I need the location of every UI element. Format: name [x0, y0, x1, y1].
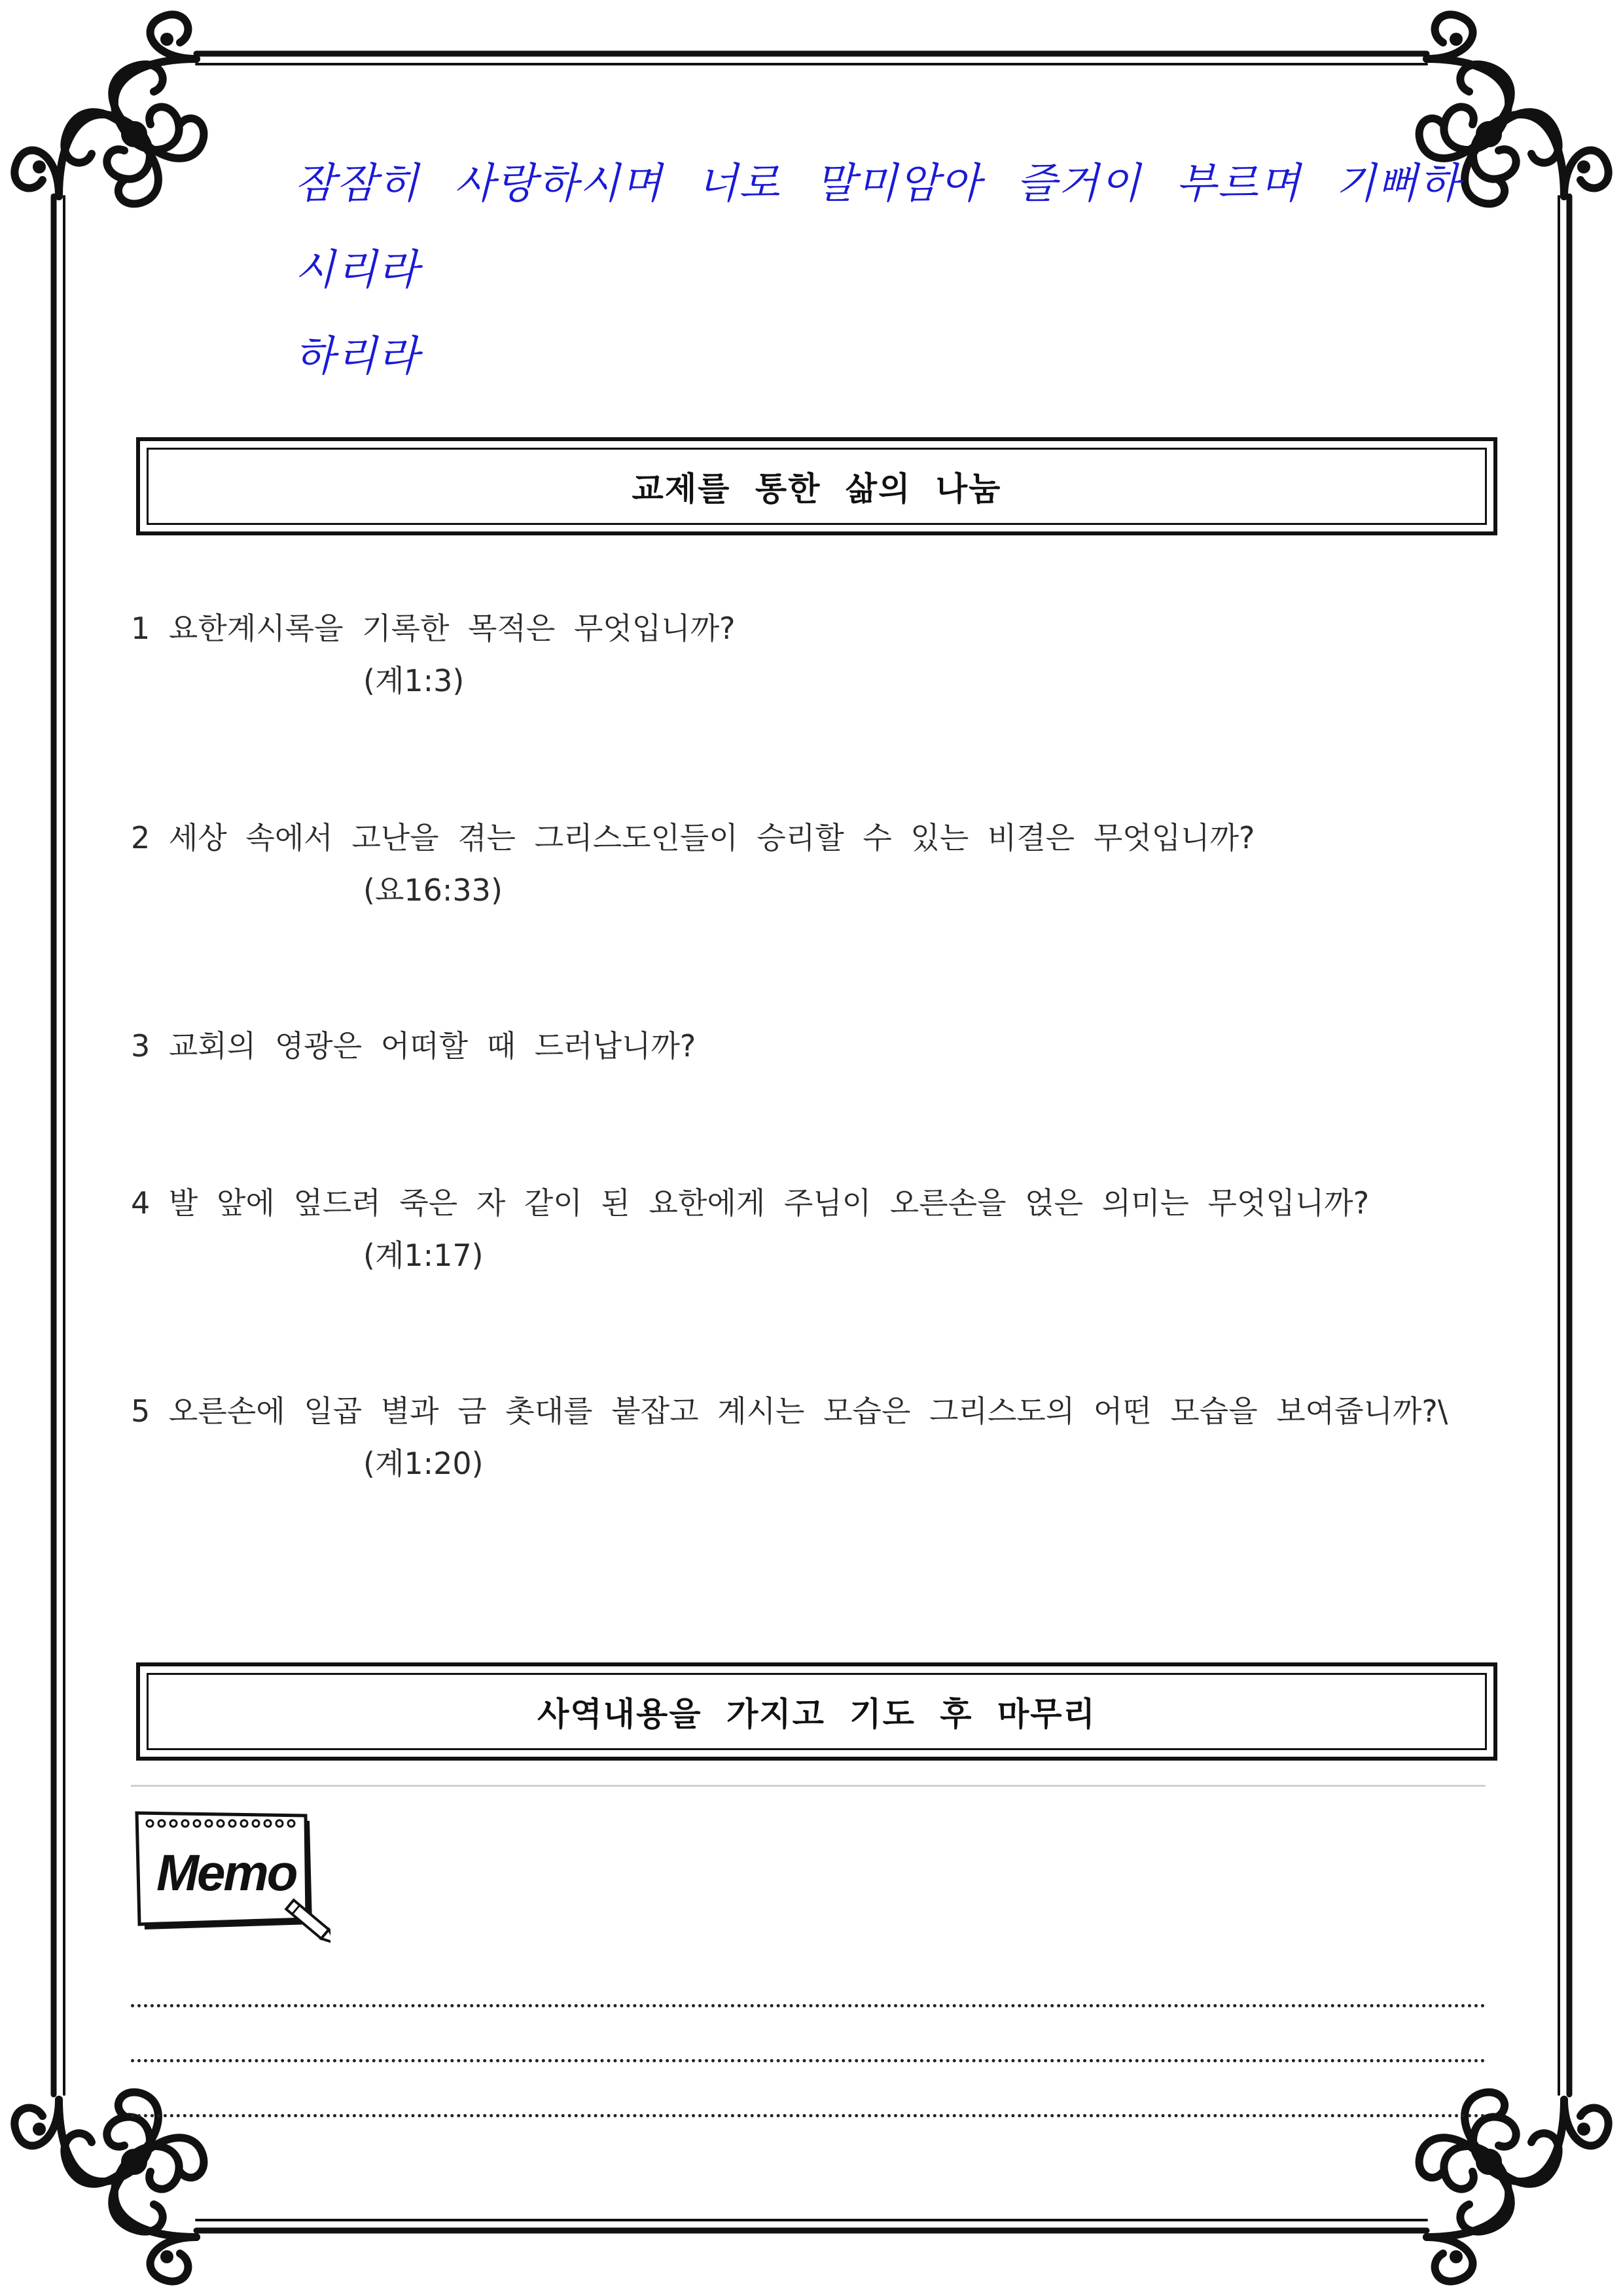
- section-header-sharing: [136, 437, 1497, 535]
- memo-writing-line: [131, 2114, 1486, 2117]
- memo-label: Memo: [156, 1844, 296, 1901]
- memo-writing-line: [131, 2004, 1486, 2007]
- question-item-3: [131, 1026, 1492, 1066]
- question-item-4: [131, 1183, 1492, 1275]
- verse-line-1: 잠잠히 사랑하시며 너로 말미암아 즐거이 부르며 기뻐하시리라: [294, 160, 1461, 295]
- memo-writing-line: [131, 2059, 1486, 2062]
- scripture-verse: [294, 141, 1486, 400]
- question-item-5: [131, 1391, 1492, 1483]
- section-title-closing: 사역내용을 가지고 기도 후 마무리: [147, 1673, 1487, 1750]
- memo-pad-pencil-icon: [134, 1806, 330, 1950]
- question-reference: (계1:20): [363, 1446, 484, 1481]
- question-text: 3 교회의 영광은 어떠할 때 드러납니까?: [131, 1028, 696, 1064]
- question-reference: (계1:3): [363, 663, 465, 698]
- question-reference: (계1:17): [363, 1238, 484, 1273]
- corner-ornament-bottom-left: [14, 2092, 204, 2282]
- question-text: 1 요한계시록을 기록한 목적은 무엇입니까?: [131, 611, 736, 646]
- question-item-2: [131, 818, 1492, 910]
- question-reference: (요16:33): [363, 872, 503, 908]
- question-text: 5 오른손에 일곱 별과 금 촛대를 붙잡고 계시는 모습은 그리스도의 어떤 모습을 보여줍니까?\: [131, 1393, 1448, 1429]
- verse-line-2: 하리라: [294, 332, 420, 381]
- memo-divider: [131, 1785, 1486, 1787]
- corner-ornament-top-left: [14, 14, 204, 204]
- question-item-1: [131, 609, 1492, 700]
- question-text: 2 세상 속에서 고난을 겪는 그리스도인들이 승리할 수 있는 비결은 무엇입니까?: [131, 820, 1255, 855]
- section-header-closing: [136, 1662, 1497, 1761]
- section-title-sharing: 교제를 통한 삶의 나눔: [147, 448, 1487, 525]
- corner-ornament-bottom-right: [1419, 2092, 1609, 2282]
- question-text: 4 발 앞에 엎드려 죽은 자 같이 된 요한에게 주님이 오른손을 얹은 의미는 무엇입니까?: [131, 1185, 1370, 1221]
